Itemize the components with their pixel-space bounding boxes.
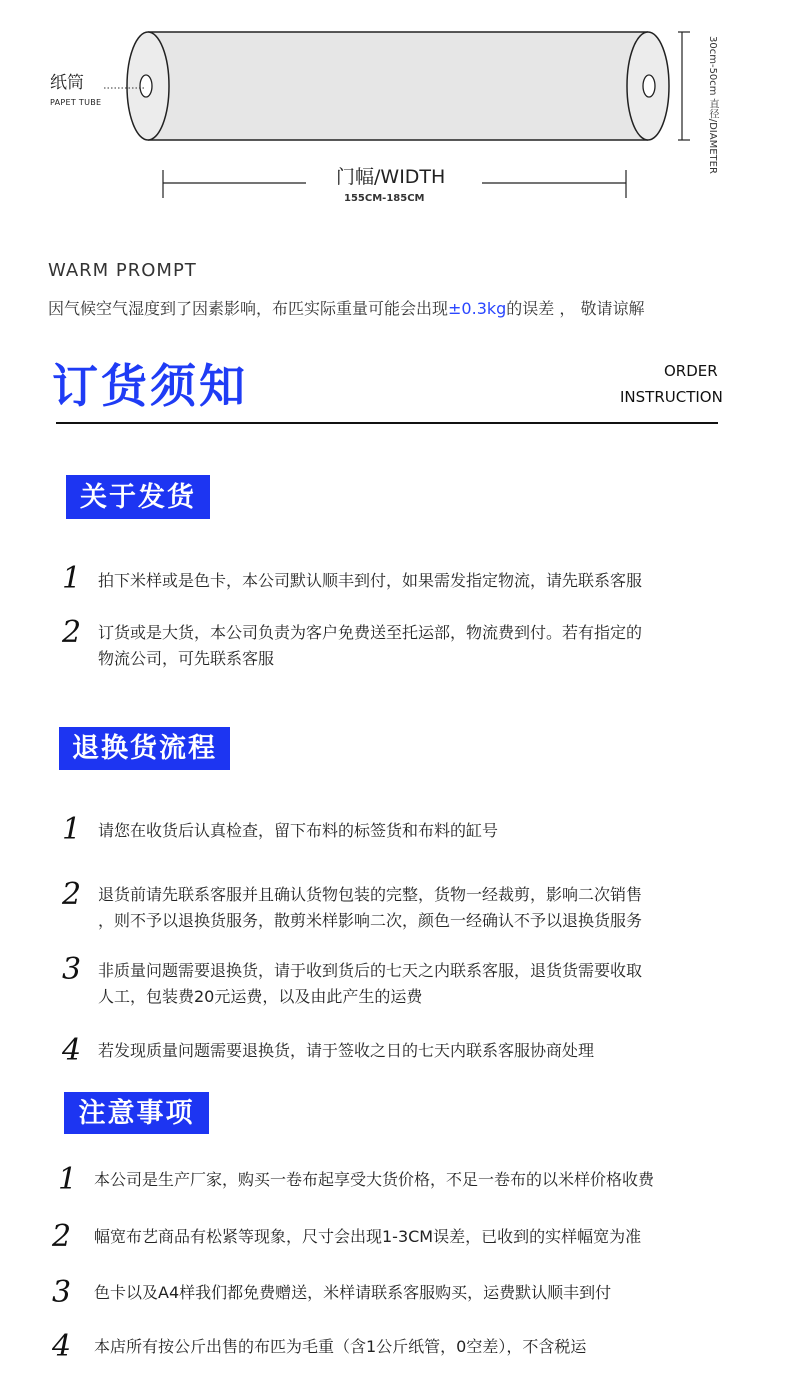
item-number: 4: [52, 1329, 72, 1364]
width-label: 门幅/WIDTH: [336, 166, 446, 188]
warm-prompt-text: [48, 296, 644, 319]
tube-label: 纸筒: [50, 73, 84, 93]
list-item: 本公司是生产厂家，购买一卷布起享受大货价格，不足一卷布的以米样价格收费: [94, 1170, 655, 1189]
list-item: 请您在收货后认真检查，留下布料的标签货和布料的缸号: [98, 821, 499, 840]
item-number: 1: [58, 1162, 78, 1197]
list-item: 物流公司，可先联系客服: [98, 649, 275, 668]
order-title: 订货须知: [52, 359, 248, 413]
list-item: 非质量问题需要退换货，请于收到货后的七天之内联系客服，退货货需要收取: [98, 961, 643, 980]
list-item: 色卡以及A4样我们都免费赠送，米样请联系客服购买，运费默认顺丰到付: [94, 1283, 612, 1302]
list-item: 人工，包装费20元运费，以及由此产生的运费: [98, 987, 423, 1006]
list-item: 若发现质量问题需要退换货，请于签收之日的七天内联系客服协商处理: [98, 1041, 595, 1060]
item-number: 2: [62, 615, 82, 650]
item-number: 2: [52, 1219, 72, 1254]
item-number: 3: [62, 952, 82, 987]
warm-text-after: 的误差 ， 敬请谅解: [506, 299, 645, 318]
item-number: 1: [62, 812, 82, 847]
warm-prompt-title: WARM PROMPT: [48, 260, 197, 281]
item-number: 1: [62, 561, 82, 596]
tube-label-en: PAPET TUBE: [50, 98, 102, 107]
list-item: 退货前请先联系客服并且确认货物包装的完整，货物一经裁剪，影响二次销售: [98, 885, 643, 904]
order-en-line1: ORDER: [664, 362, 718, 380]
list-item: ，则不予以退换货服务，散剪米样影响二次，颜色一经确认不予以退换货服务: [98, 911, 643, 930]
list-item: 本店所有按公斤出售的布匹为毛重（含1公斤纸管，0空差），不含税运: [94, 1337, 587, 1356]
list-item: 拍下米样或是色卡，本公司默认顺丰到付，如果需发指定物流，请先联系客服: [98, 571, 643, 590]
section-title-returns: 退换货流程: [59, 727, 230, 770]
diameter-label: 30cm-50cm 直径/DIAMETER: [707, 36, 718, 174]
order-en-line2: INSTRUCTION: [620, 388, 723, 406]
warm-text-before: 因气候空气湿度到了因素影响，布匹实际重量可能会出现: [48, 299, 449, 318]
weight-tolerance: ±0.3kg: [448, 299, 507, 318]
item-number: 2: [62, 877, 82, 912]
order-divider: [56, 422, 718, 424]
list-item: 幅宽布艺商品有松紧等现象，尺寸会出现1-3CM误差，已收到的实样幅宽为准: [94, 1227, 642, 1246]
section-title-shipping: 关于发货: [66, 475, 210, 519]
section-title-notes: 注意事项: [64, 1092, 209, 1134]
list-item: 订货或是大货，本公司负责为客户免费送至托运部，物流费到付。若有指定的: [98, 623, 643, 642]
item-number: 3: [52, 1275, 72, 1310]
item-number: 4: [62, 1033, 82, 1068]
width-range: 155CM-185CM: [344, 193, 425, 204]
